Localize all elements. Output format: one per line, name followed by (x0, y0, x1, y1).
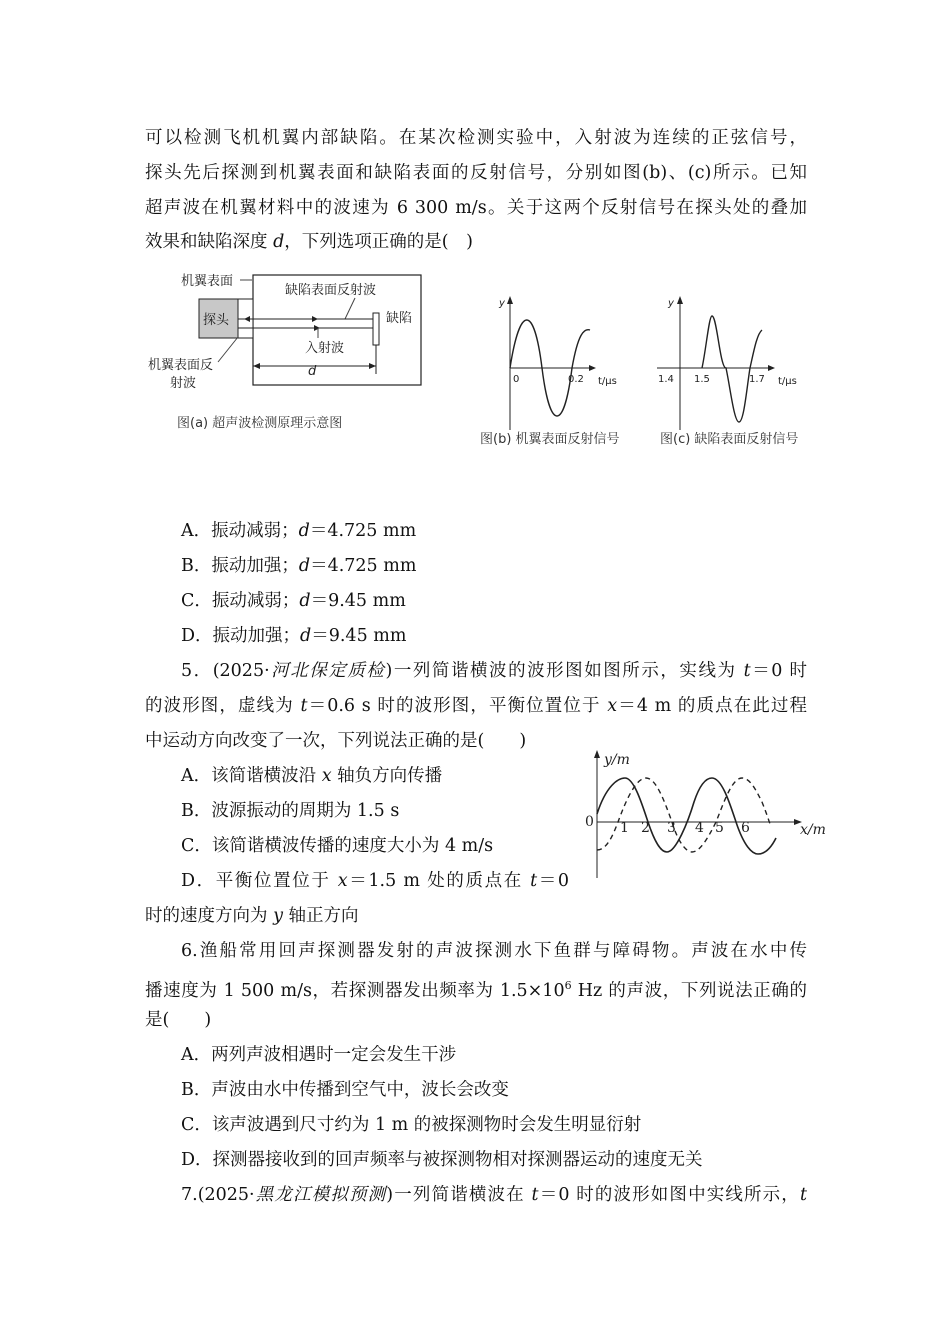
figure-b-graph (476, 290, 636, 452)
q4-text-line-2: 探头先后探测到机翼表面和缺陷表面的反射信号，分别如图(b)、(c)所示。已知 (145, 163, 807, 183)
var-x: x (607, 696, 618, 716)
question-source: 黑龙江模拟预测 (254, 1185, 387, 1205)
q4-text-line-3: 超声波在机翼材料中的波速为 6 300 m/s。关于这两个反射信号在探头处的叠加 (145, 198, 807, 218)
tick-6: 6 (741, 820, 750, 836)
option-letter: A． (181, 521, 212, 541)
q5-wave-graph (578, 742, 830, 882)
option-text: 振动加强； (212, 626, 301, 646)
figure-a-diagram (140, 262, 430, 442)
q4-option-b[interactable] (181, 554, 416, 578)
text-seg: 轴正方向 (282, 906, 359, 926)
axis-t-label: t/μs (598, 376, 617, 387)
text-seg: 轴负方向传播 (331, 766, 443, 786)
var-d: d (273, 232, 285, 252)
tick-1: 1 (620, 820, 629, 836)
q5-option-a[interactable] (181, 764, 442, 788)
defect-signal-curve (702, 316, 762, 422)
var-t: t (530, 871, 538, 891)
q4-option-a[interactable] (181, 519, 416, 543)
exponent: 6 (564, 979, 572, 992)
label-wing-surface: 机翼表面 (181, 274, 234, 289)
var-t: t (531, 1185, 539, 1205)
tick-5: 5 (715, 820, 724, 836)
q5-option-b[interactable]: B．波源振动的周期为 1.5 s (181, 801, 400, 821)
text-seg: ＝0 时的波形如图中实线所示， (538, 1185, 800, 1205)
q5-option-d-line-1[interactable] (181, 869, 569, 893)
q6-option-a[interactable]: A．两列声波相遇时一定会发生干涉 (181, 1045, 457, 1065)
var-d: d (298, 556, 311, 576)
option-value: ＝4.725 mm (309, 521, 417, 541)
text-seg: 效果和缺陷深度 (145, 232, 274, 252)
text-seg: ＝0.6 s 时的波形图，平衡位置位于 (307, 696, 608, 716)
var-y: y (273, 906, 283, 926)
option-value: ＝9.45 mm (311, 626, 407, 646)
var-t: t (743, 661, 751, 681)
q4-text-line-4 (145, 230, 473, 254)
q5-option-d-line-2 (145, 904, 359, 928)
option-text: 振动减弱； (211, 521, 299, 541)
tick-1-4: 1.4 (658, 374, 674, 385)
text-seg: Hz 的声波，下列说法正确的 (571, 980, 807, 1001)
text-seg: ＝0 时 (750, 661, 808, 681)
option-text: 振动加强； (211, 556, 299, 576)
option-letter: C． (181, 591, 212, 611)
text-seg: ＝4 m 的质点在此过程 (617, 696, 808, 716)
option-value: ＝9.45 mm (310, 591, 406, 611)
text-seg: ＝0 (537, 871, 570, 891)
q5-stem-line-1 (181, 659, 807, 683)
question-source: 河北保定质检 (269, 661, 386, 681)
axis-t-label: t/μs (778, 376, 797, 387)
tick-2: 2 (641, 820, 650, 836)
q4-option-c[interactable] (181, 589, 406, 613)
q4-option-d[interactable] (181, 624, 406, 648)
option-letter: D． (181, 626, 213, 646)
tick-1-7: 1.7 (749, 374, 765, 385)
text-seg: ，下列选项正确的是( ) (284, 232, 473, 252)
axis-y-text: y/m (604, 752, 630, 768)
label-defect-reflect-wave: 缺陷表面反射波 (285, 283, 377, 298)
var-d: d (300, 626, 312, 646)
var-t: t (799, 1185, 808, 1205)
label-surface-reflect-wave-1: 机翼表面反 (148, 358, 214, 373)
q5-stem-line-2 (145, 694, 807, 718)
figure-c-graph (652, 290, 812, 452)
tick-4: 4 (695, 820, 704, 836)
text-seg: )一列简谐横波在 (386, 1185, 532, 1205)
label-defect: 缺陷 (386, 311, 413, 326)
var-t: t (300, 696, 308, 716)
label-depth-d: d (308, 364, 317, 379)
q5-stem-line-3: 中运动方向改变了一次，下列说法正确的是( ) (145, 731, 527, 751)
figure-a-caption: 图(a) 超声波检测原理示意图 (177, 416, 343, 431)
axis-y-label: y (499, 298, 505, 309)
option-value: ＝4.725 mm (310, 556, 417, 576)
option-text: 振动减弱； (211, 591, 300, 611)
var-d: d (299, 591, 311, 611)
q6-option-c[interactable]: C．该声波遇到尺寸约为 1 m 的被探测物时会发生明显衍射 (181, 1115, 642, 1135)
tick-0: 0 (513, 374, 520, 385)
var-x: x (321, 766, 332, 786)
axis-y-label (603, 752, 630, 768)
text-seg: ＝1.5 m 处的质点在 (347, 871, 531, 891)
text-seg: 5．(2025· (181, 661, 270, 681)
option-letter: B． (181, 556, 212, 576)
q7-stem-line-1 (181, 1183, 807, 1207)
axis-x-label: x/m (800, 822, 826, 838)
tick-1-5: 1.5 (694, 374, 710, 385)
label-surface-reflect-wave-2: 射波 (170, 376, 197, 391)
text-seg: 时的速度方向为 (145, 906, 274, 926)
text-seg: 播速度为 1 500 m/s，若探测器发出频率为 1.5×10 (145, 980, 565, 1001)
q6-stem-line-2 (145, 974, 807, 1003)
text-seg: D．平衡位置位于 (181, 871, 338, 891)
label-incident-wave: 入射波 (305, 341, 345, 356)
q6-option-d[interactable]: D．探测器接收到的回声频率与被探测物相对探测器运动的速度无关 (181, 1150, 703, 1170)
figure-b-caption: 图(b) 机翼表面反射信号 (480, 432, 620, 447)
var-d: d (298, 521, 310, 541)
var-x: x (337, 871, 348, 891)
origin-label: 0 (585, 814, 594, 830)
q6-stem-line-1: 6.渔船常用回声探测器发射的声波探测水下鱼群与障碍物。声波在水中传 (181, 941, 807, 961)
label-probe: 探头 (203, 313, 230, 328)
tick-3: 3 (667, 820, 676, 836)
q6-stem-line-3: 是( ) (145, 1010, 212, 1030)
q6-option-b[interactable]: B．声波由水中传播到空气中，波长会改变 (181, 1080, 509, 1100)
text-seg: A．该简谐横波沿 (181, 766, 322, 786)
q5-option-c[interactable]: C．该简谐横波传播的速度大小为 4 m/s (181, 836, 494, 856)
axis-y-label: y (668, 298, 674, 309)
tick-0-2: 0.2 (568, 374, 584, 385)
solid-waveform (597, 778, 776, 854)
q4-text-line-1: 可以检测飞机机翼内部缺陷。在某次检测实验中，入射波为连续的正弦信号， (145, 128, 807, 148)
text-seg: 的波形图，虚线为 (145, 696, 301, 716)
text-seg: 7.(2025· (181, 1185, 255, 1205)
text-seg: )一列简谐横波的波形图如图所示，实线为 (385, 661, 744, 681)
figure-c-caption: 图(c) 缺陷表面反射信号 (660, 432, 799, 447)
